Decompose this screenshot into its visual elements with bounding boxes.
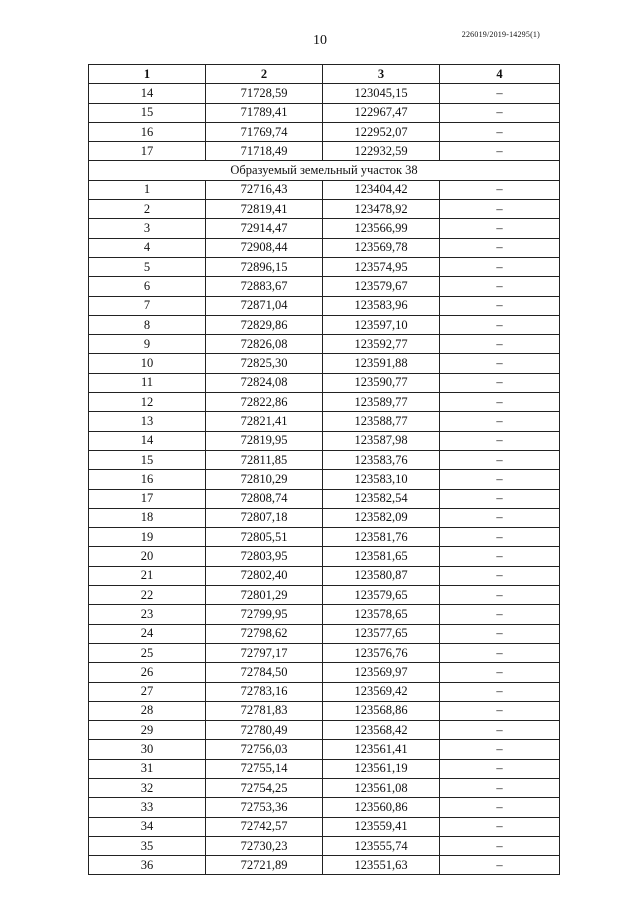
- table-cell: 72716,43: [206, 180, 323, 199]
- table-cell: 31: [89, 759, 206, 778]
- table-cell: 22: [89, 586, 206, 605]
- table-cell-dash: –: [440, 489, 560, 508]
- table-cell: 123583,96: [323, 296, 440, 315]
- table-cell: 72871,04: [206, 296, 323, 315]
- table-cell: 18: [89, 508, 206, 527]
- table-cell: 72805,51: [206, 528, 323, 547]
- table-cell: 32: [89, 778, 206, 797]
- table-cell: 123568,42: [323, 721, 440, 740]
- table-row: [89, 335, 560, 354]
- table-cell: 14: [89, 84, 206, 103]
- table-cell-dash: –: [440, 605, 560, 624]
- table-cell: 123560,86: [323, 798, 440, 817]
- table-cell: 20: [89, 547, 206, 566]
- table-cell: 72781,83: [206, 701, 323, 720]
- table-cell: 72808,74: [206, 489, 323, 508]
- table-cell: 17: [89, 489, 206, 508]
- table-cell: 123576,76: [323, 643, 440, 662]
- table-cell: 123597,10: [323, 315, 440, 334]
- table-cell: 6: [89, 277, 206, 296]
- table-cell: 71789,41: [206, 103, 323, 122]
- table-row: [89, 586, 560, 605]
- table-cell: 14: [89, 431, 206, 450]
- table-body: [89, 84, 560, 875]
- table-cell: 123574,95: [323, 257, 440, 276]
- table-cell: 29: [89, 721, 206, 740]
- table-cell: 72811,85: [206, 450, 323, 469]
- table-row: [89, 740, 560, 759]
- table-row: [89, 856, 560, 875]
- table-cell: 27: [89, 682, 206, 701]
- table-cell: 72742,57: [206, 817, 323, 836]
- table-row: [89, 296, 560, 315]
- table-cell-dash: –: [440, 257, 560, 276]
- table-cell: 72798,62: [206, 624, 323, 643]
- table-row: [89, 84, 560, 103]
- table-cell: 71718,49: [206, 142, 323, 161]
- table-cell: 123583,76: [323, 450, 440, 469]
- table-cell: 123551,63: [323, 856, 440, 875]
- table-row: [89, 817, 560, 836]
- section-title: Образуемый земельный участок 38: [89, 161, 560, 180]
- table-cell: 72819,41: [206, 200, 323, 219]
- table-row: [89, 103, 560, 122]
- table-cell: 72908,44: [206, 238, 323, 257]
- table-cell-dash: –: [440, 663, 560, 682]
- table-cell: 123404,42: [323, 180, 440, 199]
- table-cell: 1: [89, 180, 206, 199]
- table-cell: 123561,19: [323, 759, 440, 778]
- table-row: [89, 122, 560, 141]
- table-cell: 34: [89, 817, 206, 836]
- header-row: [89, 65, 560, 84]
- table-cell: 123579,65: [323, 586, 440, 605]
- table-cell: 123577,65: [323, 624, 440, 643]
- table-row: [89, 412, 560, 431]
- table-cell-dash: –: [440, 682, 560, 701]
- table-cell: 72802,40: [206, 566, 323, 585]
- table-row: [89, 315, 560, 334]
- table-cell: 123579,67: [323, 277, 440, 296]
- table-cell-dash: –: [440, 701, 560, 720]
- table-cell: 12: [89, 393, 206, 412]
- table-row: [89, 624, 560, 643]
- table-cell-dash: –: [440, 836, 560, 855]
- table-cell: 123578,65: [323, 605, 440, 624]
- table-cell: 28: [89, 701, 206, 720]
- table-cell: 72914,47: [206, 219, 323, 238]
- table-cell: 10: [89, 354, 206, 373]
- table-cell-dash: –: [440, 84, 560, 103]
- table-row: [89, 643, 560, 662]
- table-row: [89, 798, 560, 817]
- table-row: [89, 373, 560, 392]
- coordinates-table: [88, 64, 560, 875]
- table-cell-dash: –: [440, 778, 560, 797]
- table-cell-dash: –: [440, 238, 560, 257]
- table-row: [89, 450, 560, 469]
- table-cell: 3: [89, 219, 206, 238]
- table-cell: 123582,54: [323, 489, 440, 508]
- table-cell-dash: –: [440, 219, 560, 238]
- table-cell: 72797,17: [206, 643, 323, 662]
- table-row: [89, 721, 560, 740]
- table-cell: 23: [89, 605, 206, 624]
- table-cell: 15: [89, 103, 206, 122]
- table-row: [89, 200, 560, 219]
- table-cell-dash: –: [440, 566, 560, 585]
- table-row: [89, 566, 560, 585]
- table-cell: 123587,98: [323, 431, 440, 450]
- table-cell: 72730,23: [206, 836, 323, 855]
- table-cell: 123589,77: [323, 393, 440, 412]
- table-cell: 72825,30: [206, 354, 323, 373]
- table-cell-dash: –: [440, 740, 560, 759]
- table-row: [89, 180, 560, 199]
- table-cell: 25: [89, 643, 206, 662]
- table-cell: 123566,99: [323, 219, 440, 238]
- column-header: 1: [89, 65, 206, 84]
- table-row: [89, 547, 560, 566]
- table-cell: 21: [89, 566, 206, 585]
- table-cell: 30: [89, 740, 206, 759]
- table-cell: 7: [89, 296, 206, 315]
- table-cell: 123568,86: [323, 701, 440, 720]
- table-cell: 72753,36: [206, 798, 323, 817]
- table-cell: 72810,29: [206, 470, 323, 489]
- table-cell: 123561,08: [323, 778, 440, 797]
- table-row: [89, 354, 560, 373]
- table-cell-dash: –: [440, 122, 560, 141]
- table-cell-dash: –: [440, 431, 560, 450]
- table-row: [89, 238, 560, 257]
- table-cell: 72803,95: [206, 547, 323, 566]
- table-cell: 72826,08: [206, 335, 323, 354]
- table-row: [89, 836, 560, 855]
- table-cell-dash: –: [440, 508, 560, 527]
- table-cell: 72807,18: [206, 508, 323, 527]
- table-cell: 72829,86: [206, 315, 323, 334]
- table-cell: 33: [89, 798, 206, 817]
- table-row: [89, 778, 560, 797]
- table-cell: 123590,77: [323, 373, 440, 392]
- table-row: [89, 431, 560, 450]
- table-cell-dash: –: [440, 528, 560, 547]
- table-cell: 19: [89, 528, 206, 547]
- table-cell: 123569,97: [323, 663, 440, 682]
- table-cell: 123555,74: [323, 836, 440, 855]
- table-cell-dash: –: [440, 296, 560, 315]
- table-cell: 26: [89, 663, 206, 682]
- table-cell: 72821,41: [206, 412, 323, 431]
- table-cell: 13: [89, 412, 206, 431]
- table-cell: 72896,15: [206, 257, 323, 276]
- table-row: [89, 142, 560, 161]
- table-cell-dash: –: [440, 142, 560, 161]
- table-cell-dash: –: [440, 643, 560, 662]
- table-row: [89, 489, 560, 508]
- table-row: [89, 605, 560, 624]
- table-cell: 123588,77: [323, 412, 440, 431]
- table-cell-dash: –: [440, 470, 560, 489]
- table-cell: 123582,09: [323, 508, 440, 527]
- table-cell-dash: –: [440, 721, 560, 740]
- table-cell: 5: [89, 257, 206, 276]
- table-cell: 71769,74: [206, 122, 323, 141]
- table-cell-dash: –: [440, 180, 560, 199]
- table-cell: 35: [89, 836, 206, 855]
- table-cell: 123569,42: [323, 682, 440, 701]
- table-row: [89, 528, 560, 547]
- table-cell-dash: –: [440, 624, 560, 643]
- table-cell-dash: –: [440, 412, 560, 431]
- table-cell: 123581,76: [323, 528, 440, 547]
- table-row: [89, 393, 560, 412]
- table-cell: 123592,77: [323, 335, 440, 354]
- table-cell: 11: [89, 373, 206, 392]
- table-cell: 72883,67: [206, 277, 323, 296]
- table-cell: 123478,92: [323, 200, 440, 219]
- table-cell: 122967,47: [323, 103, 440, 122]
- table-cell-dash: –: [440, 277, 560, 296]
- table-cell-dash: –: [440, 373, 560, 392]
- table-cell-dash: –: [440, 798, 560, 817]
- table-cell: 123591,88: [323, 354, 440, 373]
- table-cell: 123561,41: [323, 740, 440, 759]
- table-row: [89, 759, 560, 778]
- table-cell-dash: –: [440, 335, 560, 354]
- table-cell: 2: [89, 200, 206, 219]
- column-header: 2: [206, 65, 323, 84]
- table-cell: 9: [89, 335, 206, 354]
- table-row: [89, 508, 560, 527]
- table-cell: 4: [89, 238, 206, 257]
- table-cell-dash: –: [440, 817, 560, 836]
- table-cell: 15: [89, 450, 206, 469]
- table-cell-dash: –: [440, 103, 560, 122]
- table-row: [89, 701, 560, 720]
- page-number: 10: [313, 33, 327, 48]
- table-cell-dash: –: [440, 759, 560, 778]
- table-cell: 72721,89: [206, 856, 323, 875]
- table-cell-dash: –: [440, 450, 560, 469]
- table-row: [89, 470, 560, 489]
- table-cell: 123569,78: [323, 238, 440, 257]
- table-cell: 72756,03: [206, 740, 323, 759]
- document-id: 226019/2019-14295(1): [461, 30, 540, 39]
- table-cell: 8: [89, 315, 206, 334]
- table-cell-dash: –: [440, 586, 560, 605]
- table-cell: 72822,86: [206, 393, 323, 412]
- table-cell: 71728,59: [206, 84, 323, 103]
- table-cell-dash: –: [440, 856, 560, 875]
- table-cell: 72819,95: [206, 431, 323, 450]
- table-row: [89, 219, 560, 238]
- table-cell: 122952,07: [323, 122, 440, 141]
- table-cell-dash: –: [440, 393, 560, 412]
- column-header: 3: [323, 65, 440, 84]
- table-row: [89, 257, 560, 276]
- column-header: 4: [440, 65, 560, 84]
- table-cell: 16: [89, 470, 206, 489]
- table-cell-dash: –: [440, 547, 560, 566]
- table-cell: 122932,59: [323, 142, 440, 161]
- table-cell-dash: –: [440, 315, 560, 334]
- table-cell: 123045,15: [323, 84, 440, 103]
- table-cell: 72754,25: [206, 778, 323, 797]
- section-row: [89, 161, 560, 180]
- table-cell-dash: –: [440, 354, 560, 373]
- table-cell: 72824,08: [206, 373, 323, 392]
- table-cell: 72783,16: [206, 682, 323, 701]
- table-cell: 72784,50: [206, 663, 323, 682]
- table-cell: 72755,14: [206, 759, 323, 778]
- table-cell: 123583,10: [323, 470, 440, 489]
- table-cell: 123559,41: [323, 817, 440, 836]
- table-cell: 123581,65: [323, 547, 440, 566]
- table-cell: 72801,29: [206, 586, 323, 605]
- table-cell: 36: [89, 856, 206, 875]
- table-cell: 17: [89, 142, 206, 161]
- table-cell: 72780,49: [206, 721, 323, 740]
- table-row: [89, 277, 560, 296]
- table-cell-dash: –: [440, 200, 560, 219]
- table-cell: 123580,87: [323, 566, 440, 585]
- table-row: [89, 682, 560, 701]
- table-row: [89, 663, 560, 682]
- table-cell: 24: [89, 624, 206, 643]
- table-cell: 72799,95: [206, 605, 323, 624]
- table-cell: 16: [89, 122, 206, 141]
